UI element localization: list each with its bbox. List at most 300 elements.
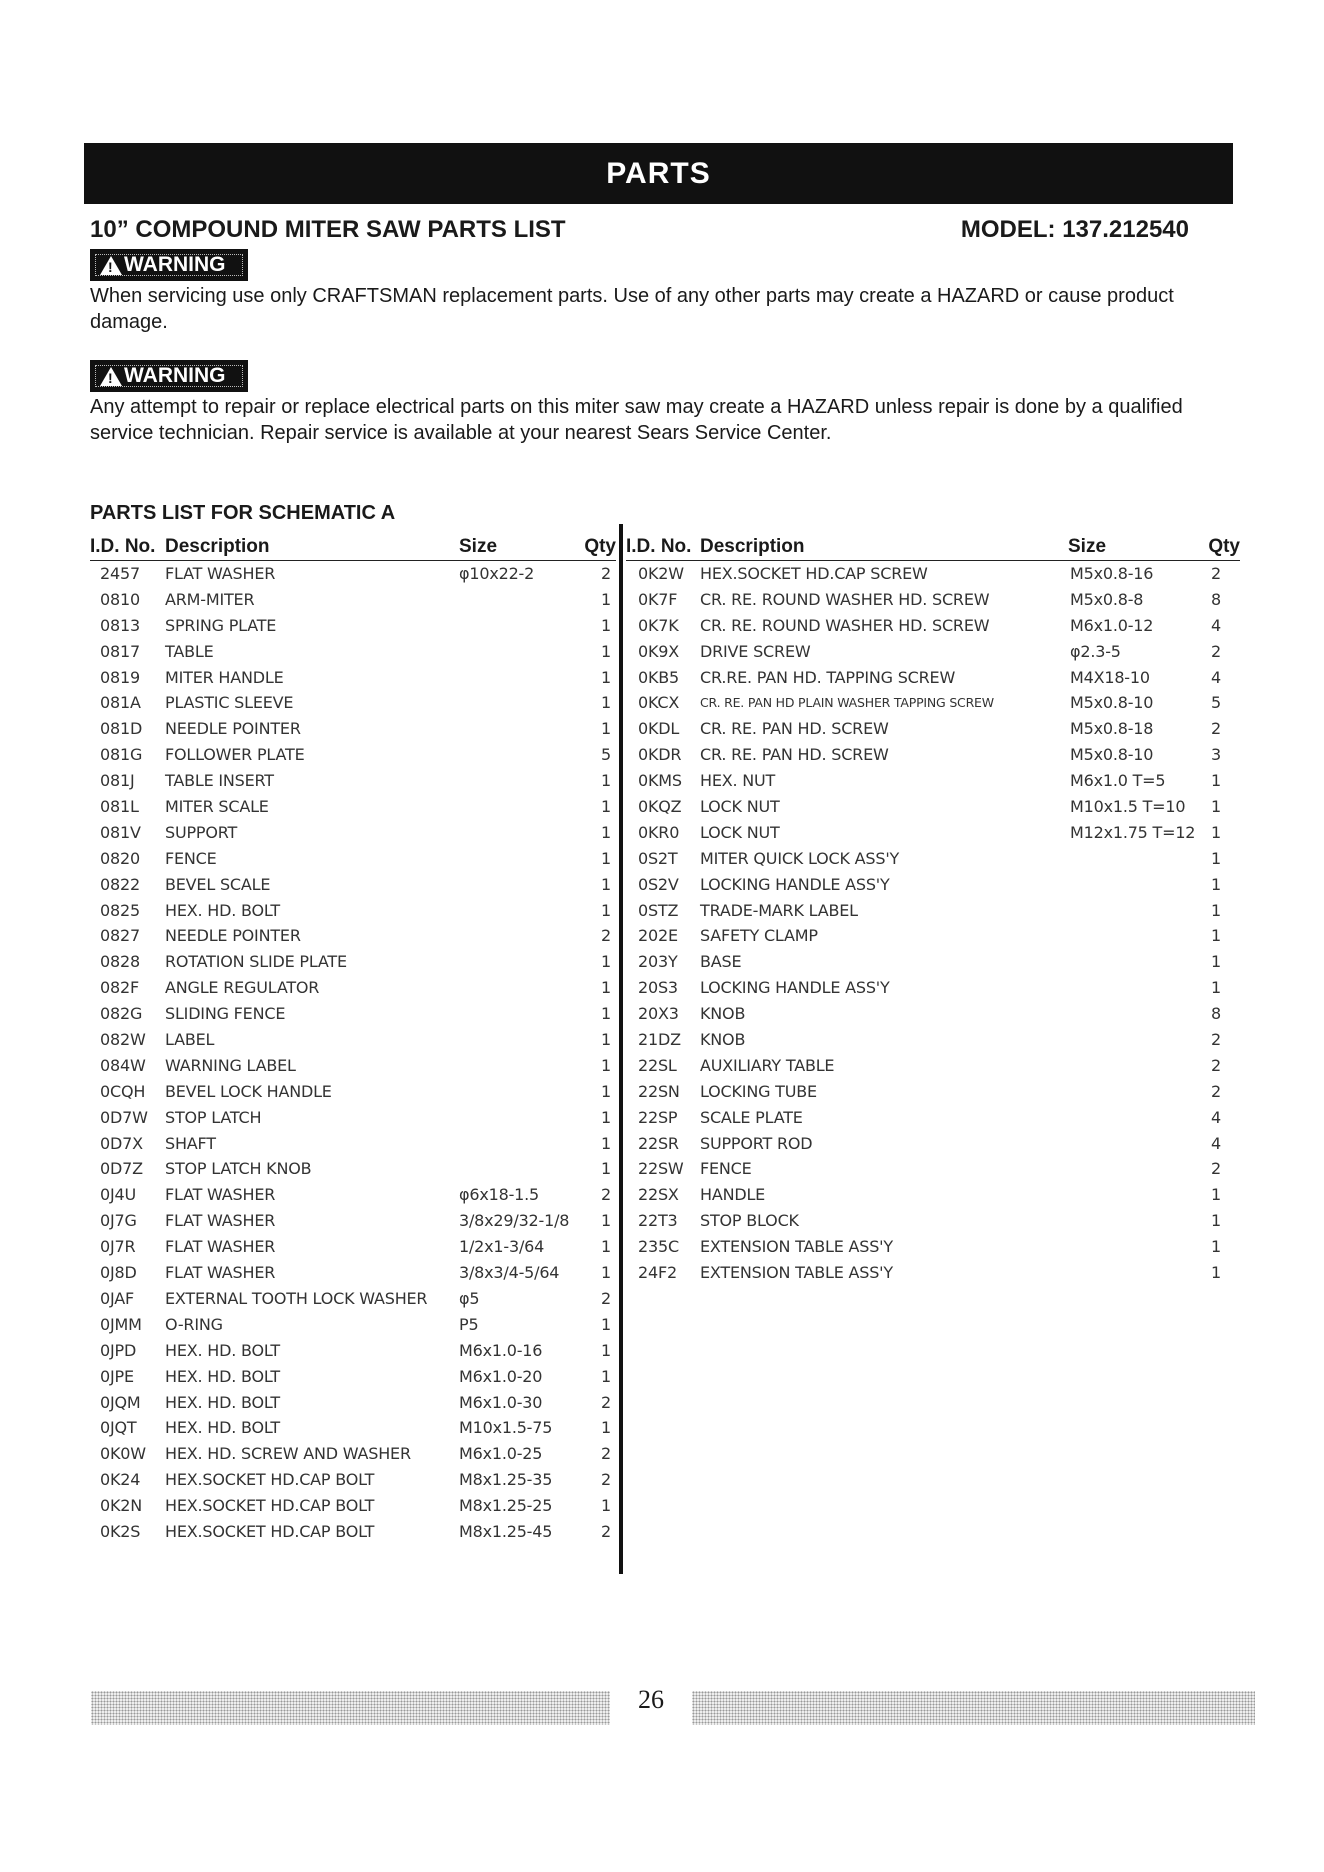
part-description: HEX. HD. BOLT	[165, 900, 280, 920]
table-row	[90, 1208, 616, 1234]
part-size: φ6x18-1.5	[459, 1185, 539, 1205]
part-description: ARM-MITER	[165, 589, 255, 609]
table-row	[626, 820, 1240, 846]
part-description: STOP LATCH	[165, 1107, 262, 1127]
table-row	[90, 1493, 616, 1519]
table-row	[90, 1390, 616, 1416]
part-size: M10x1.5 T=10	[1070, 797, 1186, 817]
part-description: BASE	[700, 952, 742, 972]
part-qty: 3	[1211, 745, 1221, 765]
table-row	[626, 665, 1240, 691]
model-number: MODEL: 137.212540	[960, 216, 1189, 243]
table-row	[626, 639, 1240, 665]
table-row	[90, 1312, 616, 1338]
part-id: 0K2N	[100, 1496, 143, 1516]
part-id: 22SW	[638, 1159, 684, 1179]
part-size: M8x1.25-25	[459, 1496, 553, 1516]
part-description: PLASTIC SLEEVE	[165, 693, 294, 713]
table-row	[90, 1519, 616, 1545]
table-body	[90, 561, 616, 1545]
part-id: 0D7X	[100, 1133, 143, 1153]
part-qty: 1	[1211, 874, 1221, 894]
warning-triangle-icon	[100, 256, 122, 275]
part-qty: 2	[601, 1392, 611, 1412]
part-id: 0K24	[100, 1470, 141, 1490]
part-qty: 2	[601, 1185, 611, 1205]
part-size: M6x1.0 T=5	[1070, 771, 1166, 791]
part-description: CR. RE. ROUND WASHER HD. SCREW	[700, 615, 990, 635]
part-description: HEX. NUT	[700, 771, 776, 791]
part-id: 0817	[100, 641, 140, 661]
part-id: 0D7Z	[100, 1159, 143, 1179]
table-row	[626, 846, 1240, 872]
part-qty: 1	[601, 719, 611, 739]
part-qty: 2	[1211, 719, 1221, 739]
part-qty: 1	[601, 641, 611, 661]
part-description: FLAT WASHER	[165, 1211, 276, 1231]
part-id: 081V	[100, 822, 141, 842]
part-id: 0K2S	[100, 1521, 141, 1541]
part-id: 22SP	[638, 1107, 678, 1127]
part-description: HEX.SOCKET HD.CAP SCREW	[700, 564, 928, 583]
table-row	[90, 846, 616, 872]
table-row	[90, 690, 616, 716]
part-description: HEX. HD. SCREW AND WASHER	[165, 1444, 411, 1464]
table-row	[90, 1286, 616, 1312]
table-row	[90, 1001, 616, 1027]
table-row	[90, 1182, 616, 1208]
part-description: STOP LATCH KNOB	[165, 1159, 312, 1179]
part-description: TABLE INSERT	[165, 771, 274, 791]
part-description: CR. RE. PAN HD PLAIN WASHER TAPPING SCREW	[700, 695, 994, 711]
part-qty: 1	[1211, 771, 1221, 791]
part-description: SHAFT	[165, 1133, 216, 1153]
part-qty: 1	[1211, 822, 1221, 842]
footer-pattern-right	[692, 1691, 1255, 1725]
part-description: MITER QUICK LOCK ASS'Y	[700, 848, 900, 868]
warning-badge	[91, 361, 247, 391]
part-id: 0D7W	[100, 1107, 148, 1127]
part-description: CR. RE. ROUND WASHER HD. SCREW	[700, 589, 990, 609]
part-id: 203Y	[638, 952, 678, 972]
part-qty: 1	[1211, 1263, 1221, 1283]
part-id: 20S3	[638, 978, 678, 998]
part-qty: 2	[1211, 1030, 1221, 1050]
part-size: P5	[459, 1314, 479, 1334]
part-qty: 1	[1211, 1185, 1221, 1205]
part-description: TRADE-MARK LABEL	[700, 900, 858, 920]
table-row	[626, 1182, 1240, 1208]
table-row	[626, 923, 1240, 949]
table-row	[626, 561, 1240, 587]
part-qty: 1	[601, 1133, 611, 1153]
part-qty: 1	[601, 1159, 611, 1179]
part-qty: 1	[601, 1055, 611, 1075]
part-size: M5x0.8-10	[1070, 693, 1154, 713]
part-qty: 1	[1211, 1211, 1221, 1231]
part-id: 0JPD	[100, 1340, 137, 1360]
part-qty: 1	[601, 693, 611, 713]
table-header	[90, 536, 616, 561]
part-description: O-RING	[165, 1314, 223, 1334]
part-qty: 1	[601, 797, 611, 817]
part-id: 0827	[100, 926, 140, 946]
table-row	[90, 898, 616, 924]
part-description: LOCK NUT	[700, 797, 780, 817]
table-row	[90, 1156, 616, 1182]
part-qty: 2	[1211, 564, 1221, 583]
table-row	[626, 768, 1240, 794]
part-size: M8x1.25-45	[459, 1521, 553, 1541]
part-id: 0JPE	[100, 1366, 134, 1386]
header-qty: Qty	[584, 536, 616, 557]
table-row	[90, 587, 616, 613]
part-id: 0JQT	[100, 1418, 137, 1438]
part-id: 0KDR	[638, 745, 682, 765]
table-row	[626, 794, 1240, 820]
part-id: 0K2W	[638, 564, 684, 583]
part-description: SPRING PLATE	[165, 615, 277, 635]
table-row	[90, 949, 616, 975]
table-row	[90, 1234, 616, 1260]
part-qty: 1	[601, 978, 611, 998]
part-qty: 1	[601, 771, 611, 791]
part-description: HEX. HD. BOLT	[165, 1366, 280, 1386]
header-qty: Qty	[1208, 536, 1240, 557]
part-id: 0813	[100, 615, 140, 635]
part-id: 0KCX	[638, 693, 680, 713]
table-row	[626, 1079, 1240, 1105]
part-description: ANGLE REGULATOR	[165, 978, 320, 998]
part-qty: 1	[601, 1314, 611, 1334]
table-row	[626, 1260, 1240, 1286]
part-description: LOCKING HANDLE ASS'Y	[700, 978, 890, 998]
part-id: 20X3	[638, 1004, 679, 1024]
part-id: 0KMS	[638, 771, 682, 791]
part-id: 0K7F	[638, 589, 678, 609]
table-row	[90, 923, 616, 949]
table-row	[90, 1027, 616, 1053]
footer-pattern-left	[91, 1691, 610, 1725]
part-id: 0J7G	[100, 1211, 137, 1231]
part-id: 0K7K	[638, 615, 679, 635]
part-id: 084W	[100, 1055, 146, 1075]
part-size: 1/2x1-3/64	[459, 1237, 545, 1257]
parts-table-right	[626, 536, 1240, 1286]
part-qty: 2	[601, 1444, 611, 1464]
part-description: EXTENSION TABLE ASS'Y	[700, 1263, 893, 1283]
part-qty: 1	[601, 1030, 611, 1050]
table-row	[626, 949, 1240, 975]
part-qty: 4	[1211, 615, 1221, 635]
warning-text: When servicing use only CRAFTSMAN replacement parts. Use of any other parts may create a HAZARD or cause product damage.	[90, 285, 1174, 333]
part-id: 081A	[100, 693, 141, 713]
warning-badge	[91, 250, 247, 280]
table-row	[626, 1027, 1240, 1053]
part-description: DRIVE SCREW	[700, 641, 811, 661]
part-id: 235C	[638, 1237, 679, 1257]
part-description: EXTENSION TABLE ASS'Y	[700, 1237, 893, 1257]
part-qty: 1	[1211, 1237, 1221, 1257]
part-id: 0822	[100, 874, 140, 894]
table-row	[626, 716, 1240, 742]
part-qty: 2	[1211, 641, 1221, 661]
table-row	[90, 742, 616, 768]
part-size: 3/8x3/4-5/64	[459, 1263, 560, 1283]
warning-label: WARNING	[124, 364, 226, 387]
part-description: LABEL	[165, 1030, 215, 1050]
part-description: SUPPORT ROD	[700, 1133, 813, 1153]
table-row	[626, 1208, 1240, 1234]
part-size: M10x1.5-75	[459, 1418, 553, 1438]
table-row	[90, 1415, 616, 1441]
table-row	[90, 1105, 616, 1131]
part-qty: 1	[601, 1340, 611, 1360]
table-row	[626, 1131, 1240, 1157]
part-qty: 1	[601, 1081, 611, 1101]
part-id: 0J4U	[100, 1185, 136, 1205]
part-id: 0K9X	[638, 641, 680, 661]
part-id: 081G	[100, 745, 143, 765]
table-row	[626, 1105, 1240, 1131]
header-size: Size	[459, 536, 498, 557]
part-id: 0J8D	[100, 1263, 137, 1283]
table-row	[626, 742, 1240, 768]
part-size: M6x1.0-16	[459, 1340, 543, 1360]
part-size: 3/8x29/32-1/8	[459, 1211, 570, 1231]
part-id: 0S2T	[638, 848, 678, 868]
table-row	[90, 1079, 616, 1105]
part-id: 22SN	[638, 1081, 680, 1101]
table-row	[90, 561, 616, 587]
part-id: 081J	[100, 771, 135, 791]
part-qty: 1	[601, 1004, 611, 1024]
part-description: MITER SCALE	[165, 797, 269, 817]
part-qty: 2	[1211, 1055, 1221, 1075]
part-description: LOCK NUT	[700, 822, 780, 842]
part-id: 0819	[100, 667, 140, 687]
part-description: NEEDLE POINTER	[165, 719, 301, 739]
part-description: LOCKING TUBE	[700, 1081, 817, 1101]
part-id: 0S2V	[638, 874, 679, 894]
part-description: FOLLOWER PLATE	[165, 745, 305, 765]
part-size: M12x1.75 T=12	[1070, 822, 1196, 842]
warning-triangle-icon	[100, 367, 122, 386]
part-description: CR. RE. PAN HD. SCREW	[700, 745, 889, 765]
header-id: I.D. No.	[626, 536, 692, 557]
part-size: φ10x22-2	[459, 564, 535, 583]
table-row	[90, 872, 616, 898]
part-qty: 1	[601, 589, 611, 609]
section-title: PARTS LIST FOR SCHEMATIC A	[90, 502, 396, 524]
warning-text: Any attempt to repair or replace electrical parts on this miter saw may create a HAZARD unless repair is done by a qualified service technician. Repair service is available at your nearest Sears Service Center.	[90, 396, 1183, 444]
table-row	[626, 613, 1240, 639]
part-qty: 1	[601, 1496, 611, 1516]
part-description: HEX. HD. BOLT	[165, 1418, 280, 1438]
part-qty: 1	[601, 1211, 611, 1231]
part-description: TABLE	[165, 641, 214, 661]
header-description: Description	[165, 536, 270, 557]
part-qty: 1	[1211, 926, 1221, 946]
table-header	[626, 536, 1240, 561]
table-row	[90, 1338, 616, 1364]
part-description: EXTERNAL TOOTH LOCK WASHER	[165, 1288, 428, 1308]
table-row	[90, 1260, 616, 1286]
document-title: 10” COMPOUND MITER SAW PARTS LIST	[90, 216, 566, 243]
part-id: 0810	[100, 589, 140, 609]
part-size: M6x1.0-12	[1070, 615, 1154, 635]
part-id: 082G	[100, 1004, 143, 1024]
part-description: HEX.SOCKET HD.CAP BOLT	[165, 1470, 375, 1490]
part-id: 0KDL	[638, 719, 680, 739]
table-row	[90, 665, 616, 691]
part-qty: 1	[601, 1237, 611, 1257]
part-id: 0825	[100, 900, 140, 920]
table-row	[626, 587, 1240, 613]
table-row	[626, 1234, 1240, 1260]
part-size: M6x1.0-25	[459, 1444, 543, 1464]
part-description: FLAT WASHER	[165, 1185, 276, 1205]
table-row	[90, 1053, 616, 1079]
part-size: M5x0.8-8	[1070, 589, 1144, 609]
part-qty: 8	[1211, 589, 1221, 609]
part-size: φ2.3-5	[1070, 641, 1121, 661]
part-id: 0KR0	[638, 822, 680, 842]
part-qty: 4	[1211, 1107, 1221, 1127]
part-id: 0STZ	[638, 900, 679, 920]
table-row	[90, 716, 616, 742]
part-qty: 2	[1211, 1081, 1221, 1101]
part-qty: 2	[601, 926, 611, 946]
header-description: Description	[700, 536, 805, 557]
part-id: 0KQZ	[638, 797, 682, 817]
part-id: 082W	[100, 1030, 146, 1050]
part-size: M6x1.0-20	[459, 1366, 543, 1386]
part-id: 21DZ	[638, 1030, 681, 1050]
table-row	[90, 639, 616, 665]
part-id: 0J7R	[100, 1237, 136, 1257]
part-qty: 1	[1211, 848, 1221, 868]
part-size: M5x0.8-18	[1070, 719, 1154, 739]
part-qty: 1	[601, 822, 611, 842]
part-qty: 4	[1211, 667, 1221, 687]
part-description: FLAT WASHER	[165, 1237, 276, 1257]
part-qty: 5	[1211, 693, 1221, 713]
table-row	[90, 975, 616, 1001]
table-row	[90, 1131, 616, 1157]
part-id: 0KB5	[638, 667, 680, 687]
part-qty: 2	[601, 1470, 611, 1490]
part-qty: 1	[1211, 952, 1221, 972]
part-qty: 1	[601, 848, 611, 868]
part-qty: 1	[601, 667, 611, 687]
part-qty: 2	[601, 564, 611, 583]
part-id: 081L	[100, 797, 139, 817]
part-id: 0JQM	[100, 1392, 141, 1412]
part-id: 22SR	[638, 1133, 679, 1153]
part-id: 24F2	[638, 1263, 677, 1283]
part-qty: 2	[601, 1288, 611, 1308]
part-size: φ5	[459, 1288, 480, 1308]
part-size: M6x1.0-30	[459, 1392, 543, 1412]
column-divider	[619, 524, 623, 1574]
part-description: HANDLE	[700, 1185, 766, 1205]
part-id: 081D	[100, 719, 143, 739]
part-qty: 1	[601, 1263, 611, 1283]
part-id: 0820	[100, 848, 140, 868]
table-row	[90, 794, 616, 820]
part-description: SLIDING FENCE	[165, 1004, 286, 1024]
table-row	[626, 898, 1240, 924]
part-qty: 4	[1211, 1133, 1221, 1153]
table-row	[626, 1001, 1240, 1027]
part-description: SAFETY CLAMP	[700, 926, 818, 946]
part-description: HEX. HD. BOLT	[165, 1392, 280, 1412]
part-qty: 8	[1211, 1004, 1221, 1024]
header-id: I.D. No.	[90, 536, 156, 557]
part-description: NEEDLE POINTER	[165, 926, 301, 946]
part-description: MITER HANDLE	[165, 667, 284, 687]
table-row	[90, 1364, 616, 1390]
part-description: SCALE PLATE	[700, 1107, 803, 1127]
table-row	[90, 820, 616, 846]
table-row	[90, 768, 616, 794]
part-description: FENCE	[165, 848, 217, 868]
table-row	[90, 1441, 616, 1467]
part-id: 2457	[100, 564, 140, 583]
part-size: M5x0.8-10	[1070, 745, 1154, 765]
part-qty: 2	[601, 1521, 611, 1541]
header-size: Size	[1068, 536, 1107, 557]
part-id: 22SL	[638, 1055, 677, 1075]
part-qty: 1	[1211, 797, 1221, 817]
table-row	[626, 872, 1240, 898]
part-id: 082F	[100, 978, 139, 998]
warning-label: WARNING	[124, 253, 226, 276]
part-qty: 5	[601, 745, 611, 765]
table-row	[90, 1467, 616, 1493]
part-description: CR.RE. PAN HD. TAPPING SCREW	[700, 667, 956, 687]
part-qty: 1	[601, 1366, 611, 1386]
part-description: AUXILIARY TABLE	[700, 1055, 835, 1075]
part-description: BEVEL SCALE	[165, 874, 271, 894]
part-description: KNOB	[700, 1004, 746, 1024]
part-description: WARNING LABEL	[165, 1055, 296, 1075]
part-size: M8x1.25-35	[459, 1470, 553, 1490]
part-qty: 1	[1211, 978, 1221, 998]
part-description: KNOB	[700, 1030, 746, 1050]
table-row	[90, 613, 616, 639]
part-qty: 1	[1211, 900, 1221, 920]
part-description: FLAT WASHER	[165, 1263, 276, 1283]
part-description: ROTATION SLIDE PLATE	[165, 952, 347, 972]
table-row	[626, 1156, 1240, 1182]
part-description: BEVEL LOCK HANDLE	[165, 1081, 332, 1101]
part-size: M4X18-10	[1070, 667, 1150, 687]
part-qty: 1	[601, 900, 611, 920]
part-description: HEX.SOCKET HD.CAP BOLT	[165, 1521, 375, 1541]
part-description: FENCE	[700, 1159, 752, 1179]
part-id: 0CQH	[100, 1081, 146, 1101]
table-body	[626, 561, 1240, 1286]
parts-table-left	[90, 536, 616, 1545]
part-qty: 1	[601, 1418, 611, 1438]
part-qty: 1	[601, 874, 611, 894]
part-id: 22T3	[638, 1211, 678, 1231]
part-qty: 1	[601, 615, 611, 635]
parts-banner: PARTS	[84, 143, 1233, 204]
table-row	[626, 1053, 1240, 1079]
